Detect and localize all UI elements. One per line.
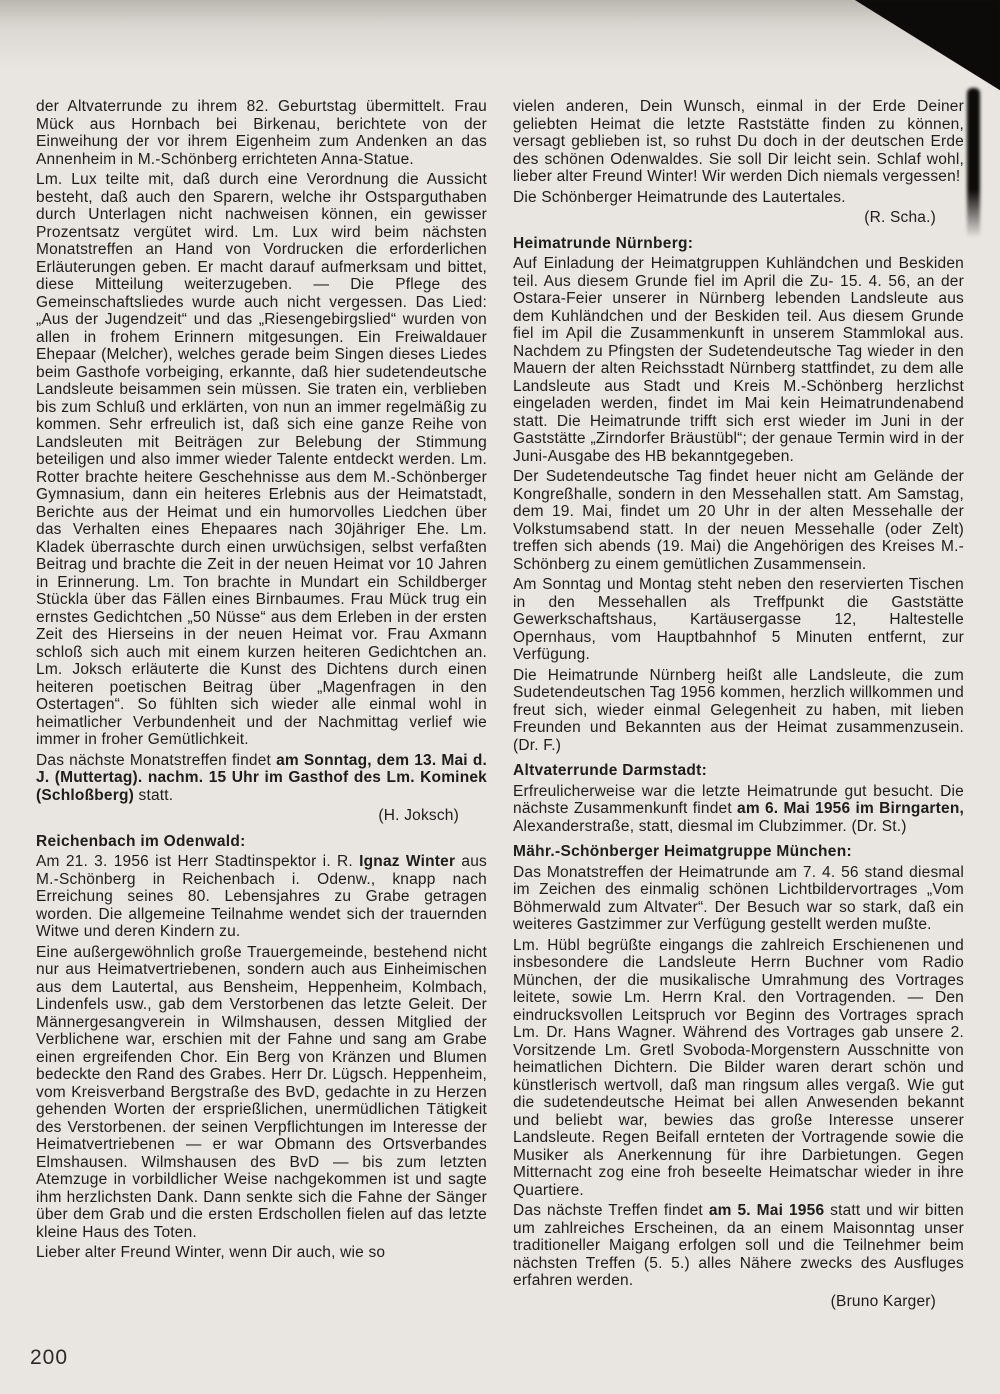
bold-text: am Sonntag, dem 13. Mai d. J. (Muttertag). nachm. 15 Uhr im Gasthof des Lm. Kominek (Schloßberg) — [36, 751, 487, 804]
bold-text: am 6. Mai 1956 im Birngarten, — [737, 800, 964, 817]
text: Der Sudetendeutsche Tag findet heuer nicht am Gelände der Kongreßhalle, sondern in den Messehallen statt. Am Samstag, dem 19. Mai, findet um 20 Uhr in der alten Messehalle der Volkstumsabend statt. In der neuen Messehalle (oder Zelt) treffen sich abends (19. Mai) die Angehörigen des Kreises M.-Schönberg zu einem gemütlichen Zusammensein. — [513, 468, 964, 573]
left-column — [36, 98, 487, 1314]
text: Eine außergewöhnlich große Trauergemeinde, bestehend nicht nur aus Heimatvertriebenen, sondern auch aus Einheimischen aus dem Lautertal, aus Bensheim, Heppenheim, Kolmbach, Lindenfels usw., gab dem Verstorbenen das letzte Geleit. Der Männergesangverein in Wilmshausen, dessen Mitglied der Verblichene war, erschien mit der Fahne und sang am Grabe einen ergreifenden Chor. Ein Berg von Kränzen und Blumen bedeckte den Rand des Grabes. Herr Dr. Lügsch. Heppenheim, vom Kreisverband Bergstraße des BvD, gedachte in zu Herzen gehenden Worten der ersprießlichen, unermüdlichen Tätigkeit des Verstorbenen. der seinen Verpflichtungen im Interesse der Heimatvertriebenen — er war Obmann des Ortsverbandes Elmshausen. Wilmshausen des BvD — bis zum letzten Atemzuge in vorbildlicher Weise nachgekommen ist und sagte ihm herzlichsten Dank. Dann senkte sich die Fahne der Sänger über dem Grab und die ersten Erdschollen fielen auf das letzte kleine Haus des Toten. — [36, 943, 487, 1241]
section-heading — [36, 833, 487, 851]
signature — [513, 209, 964, 227]
paragraph — [513, 667, 964, 755]
paragraph — [513, 1202, 964, 1290]
paragraph — [513, 468, 964, 573]
paragraph — [36, 171, 487, 749]
text: Heimatrunde Nürnberg: — [513, 234, 694, 252]
text: Auf Einladung der Heimatgruppen Kuhländchen und Beskiden teil. Aus diesem Grunde fiel im April die Zu- 15. 4. 56, an der Ostara-Feier unserer in Nürnberg lebenden Landsleute aus dem Kuhländchen und der Beskiden teil. Aus diesem Grunde fiel im Apil die Zusammenkunft in unserem Stammlokal aus. Nachdem zu Pfingsten der Sudetendeutsche Tag wieder in den Mauern der alten Reichsstadt Nürnberg stattfindet, zu dem alle Landsleute aus Stadt und Kreis M.-Schönberg herzlichst eingeladen werden, findet im Mai kein Heimatrundenabend statt. Die Heimatrunde trifft sich erst wieder im Juni in der Gaststätte „Zirndorfer Bräustübl“; der genaue Termin wird in der Juni-Ausgabe des HB bekanntgegeben. — [513, 255, 964, 465]
text: Lieber alter Freund Winter, wenn Dir auch, wie so — [36, 1244, 386, 1261]
paragraph — [513, 189, 964, 207]
text: Das Monatstreffen der Heimatrunde am 7. 4. 56 stand diesmal im Zeichen des einmalig schönen Lichtbildervortrages „Vom Böhmerwald zum Altvater“. Der Besuch war so stark, daß ein weiteres Gastzimmer zur Verfügung gestellt werden mußte. — [513, 863, 964, 933]
paragraph — [36, 853, 487, 941]
text: der Altvaterrunde zu ihrem 82. Geburtstag übermittelt. Frau Mück aus Hornbach bei Birkenau, berichtete von der Einweihung der vor ihrem Eigenheim zum Andenken an das Annenheim in M.-Schönberg errichteten Anna-Statue. — [36, 98, 487, 168]
text: Altvaterrunde Darmstadt: — [513, 762, 708, 779]
paragraph — [36, 944, 487, 1242]
text: Erfreulicherweise war die letzte Heimatrunde gut besucht. Die nächste Zusammenkunft findet — [513, 782, 964, 817]
section-heading — [513, 843, 964, 861]
signature — [513, 1293, 964, 1311]
text: statt. — [133, 786, 174, 804]
text: Das nächste Treffen findet — [513, 1202, 709, 1219]
scan-shadow-top — [0, 0, 1000, 70]
text: Die Schönberger Heimatrunde des Lautertales. — [513, 188, 846, 206]
paragraph — [36, 98, 487, 168]
paragraph — [36, 1244, 487, 1262]
text: Lm. Lux teilte mit, daß durch eine Verordnung die Aussicht besteht, daß auch den Sparern, welche ihr Ostsparguthaben durch Unterlagen nicht nachweisen können, ein gewisser Prozentsatz vergütet wird. Lm. Lux wird beim nächsten Monatstreffen an Hand von Vordrucken die erforderlichen Erläuterungen geben. Er macht darauf aufmerksam und bittet, diese Mitteilung weiterzugeben. — Die Pflege des Gemeinschaftsliedes wurde auch nicht vergessen. Das Lied: „Aus der Jugendzeit“ und das „Riesengebirgslied“ wurden von allen in frohem Erinnern mitgesungen. Ein Freiwaldauer Ehepaar (Melcher), welches gerade beim Singen dieses Liedes beim Gasthofe vorbeiging, erkannte, daß hier sudetendeutsche Landsleute beisammen sein müssen. Sie traten ein, verblieben bis zum Schluß und erklärten, von nun an immer regelmäßig zu kommen. Sehr erfreulich ist, daß sich eine ganze Reihe von Landsleuten mit Beiträgen zur Belebung der Stimmung beteiligen und also immer wieder Talente entdeckt werden. Lm. Rotter brachte heitere Geschehnisse aus dem M.-Schönberger Gymnasium, dann ein heiteres Erlebnis aus der Heimatstadt, Berichte aus der Heimat und ein humorvolles Liedchen über das Verhalten eines Ehepaares nach 30jähriger Ehe. Lm. Kladek überraschte durch einen urwüchsigen, selbst verfaßten Beitrag und brachte die Zeit in der neuen Heimat vor 10 Jahren in Erinnerung. Lm. Ton brachte in Mundart ein Schildberger Stückla über das Fällen eines Birnbaumes. Frau Mück trug ein ernstes Gedichtchen „50 Nüsse“ aus dem Erleben in der ersten Zeit des Hierseins in der neuen Heimat vor. Frau Axmann schloß sich auch mit einem kurzen heiteren Gedichtchen an. Lm. Joksch erläuterte die Kunst des Dichtens durch einen heiteren poetischen Beitrag über „Magenfragen in den Ostertagen“. So fühlten sich wieder alle einmal wohl in heimatlicher Verbundenheit und der Nachmittag verlief wie immer in froher Gemütlichkeit. — [36, 171, 487, 748]
text: Alexanderstraße, statt, diesmal im Clubzimmer. (Dr. St.) — [513, 817, 907, 835]
text: Am 21. 3. 1956 ist Herr Stadtinspektor i. R. — [36, 853, 360, 870]
text: (Bruno Karger) — [830, 1292, 936, 1310]
text: Reichenbach im Odenwald: — [36, 832, 246, 850]
bold-text: am 5. Mai 1956 — [708, 1202, 825, 1219]
paragraph — [513, 937, 964, 1200]
section-heading — [513, 762, 964, 780]
text: Am Sonntag und Montag steht neben den reservierten Tischen in den Messehallen als Treffpunkt die Gaststätte Gewerkschaftshaus, Kartäusergasse 12, Haltestelle Opernhaus, vom Hauptbahnhof 5 Minuten entfernt, zur Verfügung. — [513, 576, 964, 663]
scan-edge-artifact — [967, 88, 980, 238]
text: Lm. Hübl begrüßte eingangs die zahlreich Erschienenen und insbesondere die Landsleute Herrn Buchner vom Radio München, der die musikalische Umrahmung des Vortrages leitete, sowie Lm. Herrn Kral. den Vortragenden. — Den eindrucksvollen Leitspruch vor Beginn des Vortrages sprach Lm. Dr. Hans Wagner. Während des Vortrages gab unsere 2. Vorsitzende Lm. Gretl Svoboda-Morgenstern Ausschnitte von heimatlichen Dichtern. Die Bilder waren derart schön und künstlerisch wertvoll, daß man ringsum alles vergaß. Wie gut die sudetendeutsche Heimat bei allen Anwesenden bekannt und beliebt war, bewies das große Interesse unserer Landsleute. Regen Beifall ernteten der Vortragende sowie die Musiker als Anerkennung für ihre Darbietungen. Gegen Mitternacht zog eine froh beseelte Heimatschar wieder in ihre Quartiere. — [513, 936, 964, 1199]
page-number: 200 — [30, 1346, 69, 1369]
text: (H. Joksch) — [378, 807, 459, 824]
paragraph — [36, 752, 487, 805]
right-column — [513, 98, 964, 1314]
text: vielen anderen, Dein Wunsch, einmal in der Erde Deiner geliebten Heimat die letzte Raststätte finden zu können, versagt geblieben ist, so ruhst Du doch in der deutschen Erde des schönen Odenwaldes. Sie soll Dir leicht sein. Schlaf wohl, lieber alter Freund Winter! Wir werden Dich niemals vergessen! — [513, 98, 964, 185]
signature — [36, 807, 487, 825]
paragraph — [513, 864, 964, 934]
paragraph — [513, 255, 964, 465]
paragraph — [513, 783, 964, 836]
paragraph — [513, 576, 964, 664]
text: (R. Scha.) — [864, 209, 936, 226]
text: statt und wir bitten um zahlreiches Erscheinen, da an einem Maisonntag unser traditioneller Maigang erfolgen soll und die Teilnehmer beim nächsten Treffen (5. 5.) alles Nähere zwecks des Ausfluges erfahren werden. — [513, 1202, 964, 1289]
text: Mähr.-Schönberger Heimatgruppe München: — [513, 843, 852, 860]
text: Die Heimatrunde Nürnberg heißt alle Landsleute, die zum Sudetendeutschen Tag 1956 kommen, herzlich willkommen und freut sich, wieder einmal Gelegenheit zu haben, mit lieben Freunden und Bekannten aus der Heimat zusammenzusein. (Dr. F.) — [513, 666, 964, 754]
text: aus M.-Schönberg in Reichenbach i. Odenw., knapp nach Erreichung seines 80. Lebensjahres zu Grabe getragen worden. Die allgemeine Teilnahme wendet sich der trauernden Witwe und deren Kindern zu. — [36, 853, 488, 940]
paragraph — [513, 98, 964, 186]
bold-text: Ignaz Winter — [359, 853, 456, 870]
section-heading — [513, 235, 964, 253]
text-columns — [36, 98, 964, 1314]
text: Das nächste Monatstreffen findet — [36, 751, 277, 769]
